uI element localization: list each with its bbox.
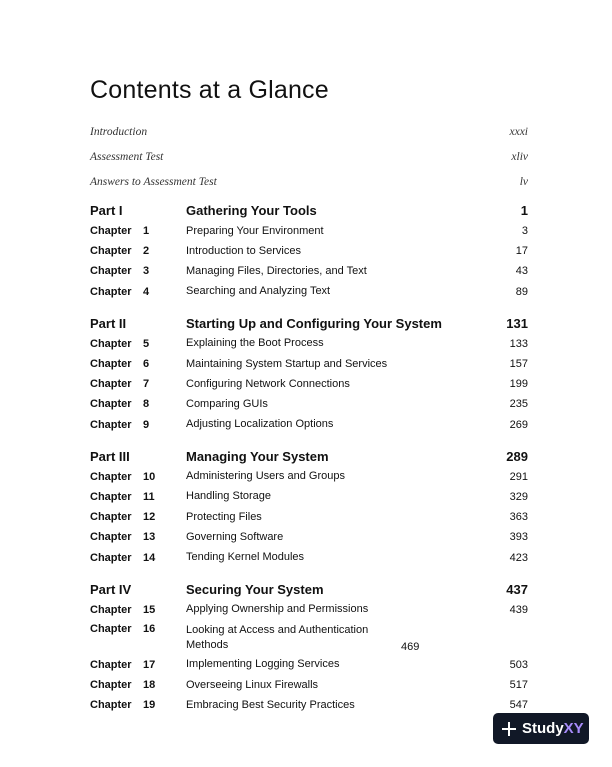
chapter-page: 393 — [509, 531, 528, 544]
chapter-row[interactable] — [90, 261, 528, 281]
chapter-page: 291 — [509, 470, 528, 483]
chapter-row[interactable] — [90, 394, 528, 414]
chapter-page: 89 — [515, 285, 528, 298]
chapter-title: Explaining the Boot Process — [186, 337, 324, 350]
part-heading-3[interactable] — [90, 442, 528, 464]
chapter-page: 3 — [521, 225, 528, 238]
chapter-row[interactable] — [90, 354, 528, 374]
chapter-word: Chapter — [90, 551, 132, 564]
chapter-title: Governing Software — [186, 530, 284, 543]
toc-entry-answers[interactable] — [90, 169, 528, 194]
chapter-row[interactable] — [90, 415, 528, 435]
chapter-page: 423 — [509, 551, 528, 564]
chapter-page: 329 — [509, 490, 528, 503]
chapter-number: 8 — [143, 398, 150, 411]
badge-logo-text — [522, 720, 584, 737]
page-title: Contents at a Glance — [90, 76, 329, 104]
chapter-word: Chapter — [90, 531, 132, 544]
chapter-page: 199 — [509, 378, 528, 391]
part-label: Part IV — [90, 581, 132, 597]
chapter-row[interactable] — [90, 675, 528, 695]
chapter-title: Handling Storage — [186, 490, 272, 503]
chapter-title: Implementing Logging Services — [186, 658, 340, 671]
chapter-number: 12 — [143, 511, 156, 524]
table-of-contents — [90, 119, 528, 715]
chapter-number: 2 — [143, 245, 150, 258]
chapter-row[interactable] — [90, 487, 528, 507]
chapter-word: Chapter — [90, 378, 132, 391]
part-page: 131 — [506, 315, 528, 331]
chapter-row[interactable] — [90, 241, 528, 261]
chapter-number: 13 — [143, 531, 156, 544]
chapter-number: 11 — [143, 490, 155, 503]
part-title: Securing Your System — [186, 581, 324, 597]
part-page: 437 — [506, 581, 528, 597]
chapter-number: 15 — [143, 603, 156, 616]
part-label: Part III — [90, 448, 130, 464]
part-page: 1 — [520, 203, 528, 218]
badge-text-accent: XY — [563, 720, 584, 737]
part-heading-1[interactable] — [90, 196, 528, 218]
chapter-title: Configuring Network Connections — [186, 377, 350, 390]
chapter-number: 1 — [143, 225, 150, 238]
part-heading-2[interactable] — [90, 309, 528, 331]
entry-label: Introduction — [90, 125, 148, 138]
chapter-word: Chapter — [90, 285, 132, 298]
chapter-word: Chapter — [90, 490, 132, 503]
chapter-page: 517 — [509, 679, 528, 692]
toc-entry-assessment-test[interactable] — [90, 144, 528, 169]
chapter-page: 43 — [515, 265, 528, 278]
chapter-row[interactable] — [90, 655, 528, 675]
badge-text-main: Study — [522, 720, 564, 737]
chapter-word: Chapter — [90, 358, 132, 371]
chapter-title: Adjusting Localization Options — [186, 418, 334, 431]
chapter-word: Chapter — [90, 511, 132, 524]
chapter-word: Chapter — [90, 679, 132, 692]
chapter-title: Administering Users and Groups — [186, 470, 345, 483]
chapter-word: Chapter — [90, 245, 132, 258]
chapter-title: Embracing Best Security Practices — [186, 698, 355, 711]
chapter-number: 14 — [143, 551, 156, 564]
chapter-word: Chapter — [90, 337, 132, 350]
chapter-title: Maintaining System Startup and Services — [186, 357, 388, 370]
chapter-row[interactable] — [90, 334, 528, 354]
part-label: Part II — [90, 315, 127, 331]
part-title: Gathering Your Tools — [186, 203, 317, 218]
chapter-row[interactable] — [90, 374, 528, 394]
entry-page: xliv — [511, 150, 528, 163]
studyxy-badge[interactable] — [493, 713, 589, 744]
chapter-word: Chapter — [90, 418, 132, 431]
chapter-title: Comparing GUIs — [186, 397, 268, 410]
chapter-word: Chapter — [90, 225, 132, 238]
toc-entry-introduction[interactable] — [90, 119, 528, 144]
entry-page: xxxi — [509, 125, 528, 138]
part-heading-4[interactable] — [90, 575, 528, 597]
chapter-row[interactable] — [90, 547, 528, 567]
chapter-row[interactable] — [90, 282, 528, 302]
chapter-word: Chapter — [90, 622, 132, 635]
chapter-title: Managing Files, Directories, and Text — [186, 264, 367, 277]
chapter-word: Chapter — [90, 658, 132, 671]
chapter-number: 10 — [143, 470, 156, 483]
chapter-row[interactable] — [90, 695, 528, 715]
chapter-number: 6 — [143, 358, 150, 371]
part-page: 289 — [506, 448, 528, 464]
chapter-page: 235 — [509, 398, 528, 411]
chapter-number: 5 — [143, 337, 150, 350]
chapter-row[interactable] — [90, 507, 528, 527]
chapter-word: Chapter — [90, 398, 132, 411]
entry-label: Answers to Assessment Test — [90, 175, 217, 188]
chapter-row[interactable] — [90, 620, 528, 655]
chapter-page: 157 — [509, 358, 528, 371]
chapter-title: Looking at Access and Authentication Methods — [186, 623, 369, 651]
entry-page: lv — [519, 175, 528, 188]
chapter-page: 269 — [509, 418, 528, 431]
chapter-word: Chapter — [90, 699, 132, 712]
chapter-page: 439 — [509, 603, 528, 616]
chapter-word: Chapter — [90, 265, 132, 278]
chapter-number: 16 — [143, 622, 156, 635]
chapter-title: Tending Kernel Modules — [186, 551, 305, 564]
chapter-title: Protecting Files — [186, 510, 262, 523]
chapter-number: 9 — [143, 418, 150, 431]
plus-icon — [501, 721, 517, 737]
chapter-page: 469 — [401, 640, 420, 653]
chapter-title: Searching and Analyzing Text — [186, 285, 331, 298]
chapter-row[interactable] — [90, 600, 528, 620]
chapter-number: 19 — [143, 699, 156, 712]
chapter-page: 503 — [509, 658, 528, 671]
chapter-row[interactable] — [90, 527, 528, 547]
part-title: Starting Up and Configuring Your System — [186, 315, 442, 331]
chapter-row[interactable] — [90, 221, 528, 241]
chapter-title: Applying Ownership and Permissions — [186, 603, 369, 616]
chapter-title: Overseeing Linux Firewalls — [186, 678, 319, 691]
part-title: Managing Your System — [186, 448, 329, 464]
chapter-title: Preparing Your Environment — [186, 224, 324, 237]
chapter-title: Introduction to Services — [186, 244, 301, 257]
chapter-page: 133 — [509, 337, 528, 350]
chapter-number: 3 — [143, 265, 150, 278]
part-label: Part I — [90, 203, 123, 218]
chapter-row[interactable] — [90, 467, 528, 487]
chapter-word: Chapter — [90, 470, 132, 483]
chapter-number: 17 — [143, 658, 156, 671]
entry-label: Assessment Test — [90, 150, 164, 163]
chapter-page: 547 — [509, 699, 528, 712]
chapter-page: 363 — [509, 511, 528, 524]
chapter-word: Chapter — [90, 603, 132, 616]
chapter-number: 7 — [143, 378, 150, 391]
chapter-number: 4 — [143, 285, 150, 298]
chapter-page: 17 — [515, 245, 528, 258]
chapter-number: 18 — [143, 679, 156, 692]
